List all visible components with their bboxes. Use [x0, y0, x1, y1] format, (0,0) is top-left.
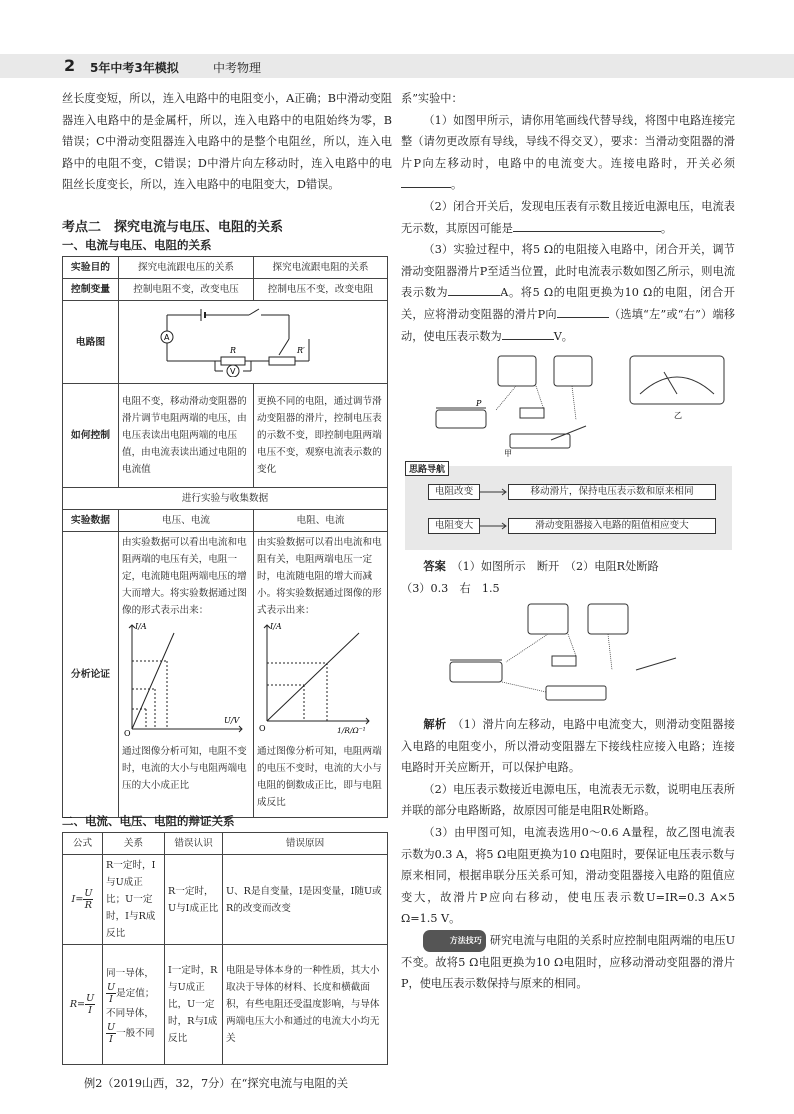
rheostat-label: R′: [297, 346, 305, 355]
answer-label: 答案: [423, 560, 446, 573]
answer-figure: [436, 600, 696, 708]
ammeter-label: A: [164, 333, 170, 342]
origin-label: O: [259, 724, 266, 733]
guide-box: 滑动变阻器接入电路的阻值相应变大: [508, 518, 716, 534]
denominator: I: [109, 993, 113, 1005]
page-header: [0, 54, 794, 78]
left-column: [62, 88, 392, 196]
analysis-left-cell: [119, 532, 254, 818]
i-u-graph: [122, 619, 247, 737]
axis-label: I/A: [135, 622, 147, 631]
text: （1）如图所示 断开 （2）电阻R处断路: [456, 560, 659, 573]
question-3: [401, 239, 735, 347]
relation-table: [62, 256, 388, 818]
cell: 关系: [103, 833, 165, 855]
subsection-title-2: 二、电流、电压、电阻的辩证关系: [62, 814, 235, 828]
analysis-2: （2）电压表示数接近电源电压，电流表无示数，说明电压表所并联的部分电路断路，故原因可能是电阻R处断路。: [401, 782, 735, 818]
i-inverse-r-graph: [257, 619, 377, 737]
answer-block: [401, 556, 735, 599]
cell: 探究电流跟电阻的关系: [254, 257, 388, 279]
slider-label: P: [476, 399, 482, 408]
experiment-figure: [426, 350, 732, 458]
circuit-cell: [119, 301, 388, 384]
text: A。将5 Ω的电阻更换为10 Ω的电阻，闭合开关，应将滑动变阻器的滑片P向: [401, 286, 735, 321]
cell: 错误认识: [165, 833, 223, 855]
cell: 电压、电流: [119, 510, 254, 532]
example-text: 例2（2019山西，32，7分）在“探究电流与电阻的关: [84, 1077, 349, 1090]
text: （3）实验过程中，将5 Ω的电阻接入电路中，闭合开关，调节滑动变阻器滑片P至适当位置，此时电流表示数如图乙所示，则电流表示数为: [401, 243, 735, 300]
answer-blank[interactable]: [448, 284, 500, 296]
text: 同一导体，: [106, 967, 154, 979]
axis-label: U/V: [224, 716, 240, 725]
book-title: 5年中考3年模拟: [90, 61, 179, 75]
cell: 电阻、电流: [254, 510, 388, 532]
cell: 分析论证: [63, 532, 119, 818]
analysis-text: 由实验数据可以看出电流和电阻有关，电阻两端电压一定时，电流随电阻的增大而减小。将实验数据通过图像的形式表示出来：: [257, 537, 382, 616]
formula-cell: [63, 945, 103, 1065]
thinking-guide-label: 思路导航: [405, 461, 449, 476]
cell: U、R是自变量，I是因变量，I随U或R的改变而改变: [223, 855, 388, 945]
example-line: [84, 1074, 348, 1094]
analysis-label: 解析: [423, 718, 447, 731]
analysis-1: [401, 714, 735, 779]
axis-label: 1/R/Ω⁻¹: [337, 726, 366, 735]
analysis-conclusion: 通过图像分析可知，电阻两端的电压不变时，电流的大小与电阻的倒数成正比，即与电阻成反比: [257, 746, 382, 808]
guide-box: 电阻改变: [428, 484, 480, 500]
denominator: I: [109, 1033, 113, 1045]
text: 一般不同: [116, 1027, 155, 1039]
formula: I=: [71, 894, 84, 905]
origin-label: O: [124, 729, 131, 737]
cell: 进行实验与收集数据: [63, 488, 388, 510]
relation-cell: [103, 945, 165, 1065]
numerator: U: [107, 981, 116, 993]
answer-blank[interactable]: [401, 176, 451, 188]
figure-label-jia: 甲: [504, 449, 512, 458]
cell: 控制电压不变，改变电阻: [254, 279, 388, 301]
figure-label-yi: 乙: [674, 411, 682, 420]
resistor-label: R: [230, 346, 237, 355]
cell: R一定时，I与U成正比；U一定时，I与R成反比: [103, 855, 165, 945]
answer-line-2: （3）0.3 右 1.5: [401, 581, 500, 595]
guide-box: 移动滑片，保持电压表示数和原来相同: [508, 484, 716, 500]
cell: 控制电阻不变，改变电压: [119, 279, 254, 301]
question-intro: 系”实验中：: [401, 92, 463, 105]
text: （1）滑片向左移动，电路中电流变大，则滑动变阻器接入电路的电阻变小，所以滑动变阻器左下接线柱应接入电路；连接电路时开关应断开，可以保护电路。: [401, 718, 735, 775]
page-number: 2: [64, 56, 76, 75]
numerator: U: [86, 993, 95, 1004]
answer-blank[interactable]: [643, 220, 661, 232]
text: 研究电流与电阻的关系时应控制电阻两端的电压U不变。故将5 Ω电阻更换为10 Ω电阻时，应移动滑动变阻器的滑片P，使电压表示数保持与原来的相同。: [401, 933, 735, 991]
cell: 实验目的: [63, 257, 119, 279]
denominator: I: [88, 1005, 93, 1016]
cell: 实验数据: [63, 510, 119, 532]
formula: R=: [69, 999, 86, 1010]
dialectic-table: [62, 832, 388, 1065]
cell: I一定时，R与U成正比，U一定时，R与I成反比: [165, 945, 223, 1065]
voltmeter-label: V: [230, 367, 236, 376]
left-paragraph: 丝长度变短，所以，连入电路中的电阻变小，A正确；B中滑动变阻器连入电路中的是金属杆，所以，连入电路中的电阻始终为零，B错误；C中滑动变阻器连入电路中的是整个电阻丝，所以，连入电路中的电阻不变，C错误；D中滑片向左移动时，连入电路中的电阻丝长度变长，所以，连入电路中的电阻变大，D错误。: [62, 92, 392, 192]
answer-blank[interactable]: [502, 328, 554, 340]
text: （2）闭合开关后，发现电压表有示数且接近电源电压，电流表无示数，其原因可能是: [401, 199, 735, 235]
fraction: [83, 888, 93, 911]
text: （1）如图甲所示，请你用笔画线代替导线，将图中电路连接完整（请勿更改原有导线，导线不得交叉），要求：当滑动变阻器的滑片P向左移动时，电路中的电流变大。连接电路时，开关必须: [401, 113, 735, 170]
text: （选填“左”或“右”）端移动，使电压表示数为: [401, 307, 735, 343]
method-tip: [401, 930, 735, 995]
cell: R一定时，U与I成正比: [165, 855, 223, 945]
fraction: [85, 993, 95, 1016]
circuit-diagram: [119, 301, 379, 377]
analysis-text: 由实验数据可以看出电流和电阻两端的电压有关，电阻一定，电流随电阻两端电压的增大而增大。将实验数据通过图像的形式表示出来：: [122, 537, 247, 616]
analysis-conclusion: 通过图像分析可知，电阻不变时，电流的大小与电阻两端电压的大小成正比: [122, 746, 247, 791]
denominator: R: [84, 900, 93, 911]
cell: 更换不同的电阻，通过调节滑动变阻器的滑片，控制电压表的示数不变，即控制电阻两端电压不变，观察电流表示数的变化: [254, 384, 388, 488]
text: 。: [451, 178, 463, 192]
text: 是定值；不同导体，: [106, 987, 155, 1019]
guide-arrows: [480, 484, 508, 536]
question-1: [401, 110, 735, 196]
cell: 控制变量: [63, 279, 119, 301]
cell: 公式: [63, 833, 103, 855]
formula-cell: [63, 855, 103, 945]
answer-blank[interactable]: [513, 220, 643, 232]
right-column: [401, 88, 735, 347]
subject-title: 中考物理: [213, 61, 262, 75]
text: V。: [553, 329, 573, 343]
cell: 如何控制: [63, 384, 119, 488]
section-title: 考点二 探究电流与电压、电阻的关系: [62, 220, 284, 235]
cell: 电阻不变，移动滑动变阻器的滑片调节电阻两端的电压，由电压表读出电阻两端的电压值，由电流表读出通过电阻的电流值: [119, 384, 254, 488]
subsection-title-1: 一、电流与电压、电阻的关系: [62, 238, 212, 252]
cell: 错误原因: [223, 833, 388, 855]
question-2: [401, 196, 735, 239]
analysis-block: [401, 714, 735, 995]
numerator: U: [107, 1021, 116, 1033]
cell: 电阻是导体本身的一种性质，其大小取决于导体的材料、长度和横截面积，有些电阻还受温度影响，与导体两端电压大小和通过的电流大小均无关: [223, 945, 388, 1065]
cell: 探究电流跟电压的关系: [119, 257, 254, 279]
axis-label: I/A: [270, 622, 282, 631]
thinking-guide: [405, 466, 732, 550]
answer-blank[interactable]: [557, 306, 609, 318]
text: 。: [660, 221, 673, 235]
answer-line-1: [401, 556, 735, 578]
numerator: U: [84, 888, 93, 899]
tip-badge: 方法技巧: [423, 930, 485, 952]
guide-box: 电阻变大: [428, 518, 480, 534]
analysis-3: （3）由甲图可知，电流表选用0～0.6 A量程，故乙图电流表示数为0.3 A，将5 Ω电阻更换为10 Ω电阻时，要保证电压表示数与原来相同，根据串联分压关系可知，滑动变阻器接入电路的阻值应变大，故滑片P应向右移动，使电压表示数U=IR=0.3 A×5 Ω=1.5 V。: [401, 825, 735, 926]
analysis-right-cell: [254, 532, 388, 818]
fraction: [106, 1022, 116, 1045]
cell: 电路图: [63, 301, 119, 384]
fraction: [106, 982, 116, 1005]
